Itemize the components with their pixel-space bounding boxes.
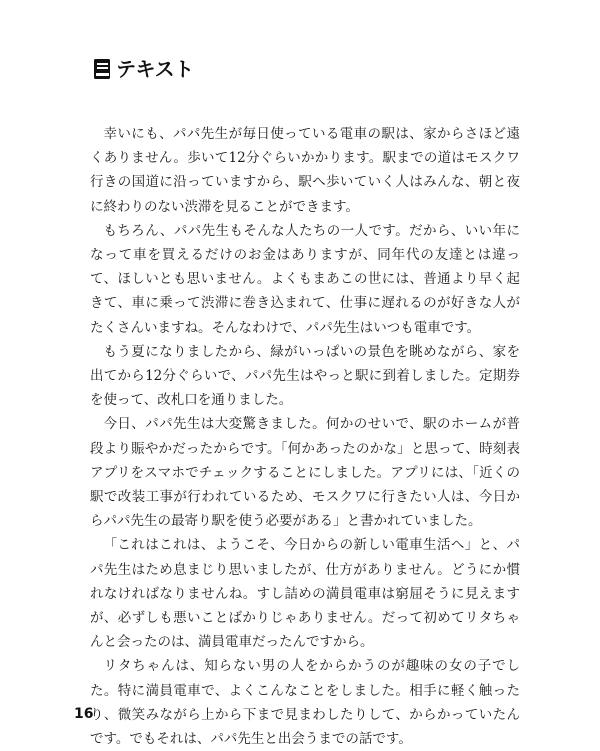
paragraph: 幸いにも、パパ先生が毎日使っている電車の駅は、家からさほど遠くありません。歩いて12分ぐらいかかります。駅までの道はモスクワ行きの国道に沿っていますから、駅へ歩いていく人はみんな、朝と夜に終わりのない渋滞を見ることができます。 xyxy=(90,126,520,215)
paragraph: もう夏になりましたから、緑がいっぱいの景色を眺めながら、家を出てから12分ぐらいで、パパ先生はやっと駅に到着しました。定期券を使って、改札口を通りました。 xyxy=(90,343,520,409)
page-number: 16 xyxy=(74,706,94,722)
story-text xyxy=(90,122,520,751)
section-heading xyxy=(93,58,194,80)
paragraph: 「これはこれは、ようこそ、今日からの新しい電車生活へ」と、パパ先生はため息まじり思いましたが、仕方がありません。どうにか慣れなければなりませんね。すし詰めの満員電車は窮屈そうに見えますが、必ずしも悪いことばかりじゃありません。だって初めてリタちゃんと会ったのは、満員電車だったんですから。 xyxy=(90,537,520,651)
paragraph: リタちゃんは、知らない男の人をからかうのが趣味の女の子でした。特に満員電車で、よくこんなことをしました。相手に軽く触ったり、微笑みながら上から下まで見まわしたりして、からかっていたんです。でもそれは、パパ先生と出会うまでの話です。 xyxy=(90,658,520,748)
paragraph: 今日、パパ先生は大変驚きました。何かのせいで、駅のホームが普段より賑やかだったからです。「何かあったのかな」と思って、時刻表アプリをスマホでチェックすることにしました。アプリには、「近くの駅で改装工事が行われているため、モスクワに行きたい人は、今日からパパ先生の最寄り駅を使う必要がある」と書かれていました。 xyxy=(90,416,520,530)
section-title: テキスト xyxy=(116,57,194,81)
notebook-icon xyxy=(93,58,111,80)
paragraph: もちろん、パパ先生もそんな人たちの一人です。だから、いい年になって車を買えるだけのお金はありますが、同年代の友達とは違って、ほしいとも思いません。よくもまあこの世には、普通より早く起きて、車に乗って渋滞に巻き込まれて、仕事に遅れるのが好きな人がたくさんいますね。そんなわけで、パパ先生はいつも電車です。 xyxy=(90,222,520,336)
